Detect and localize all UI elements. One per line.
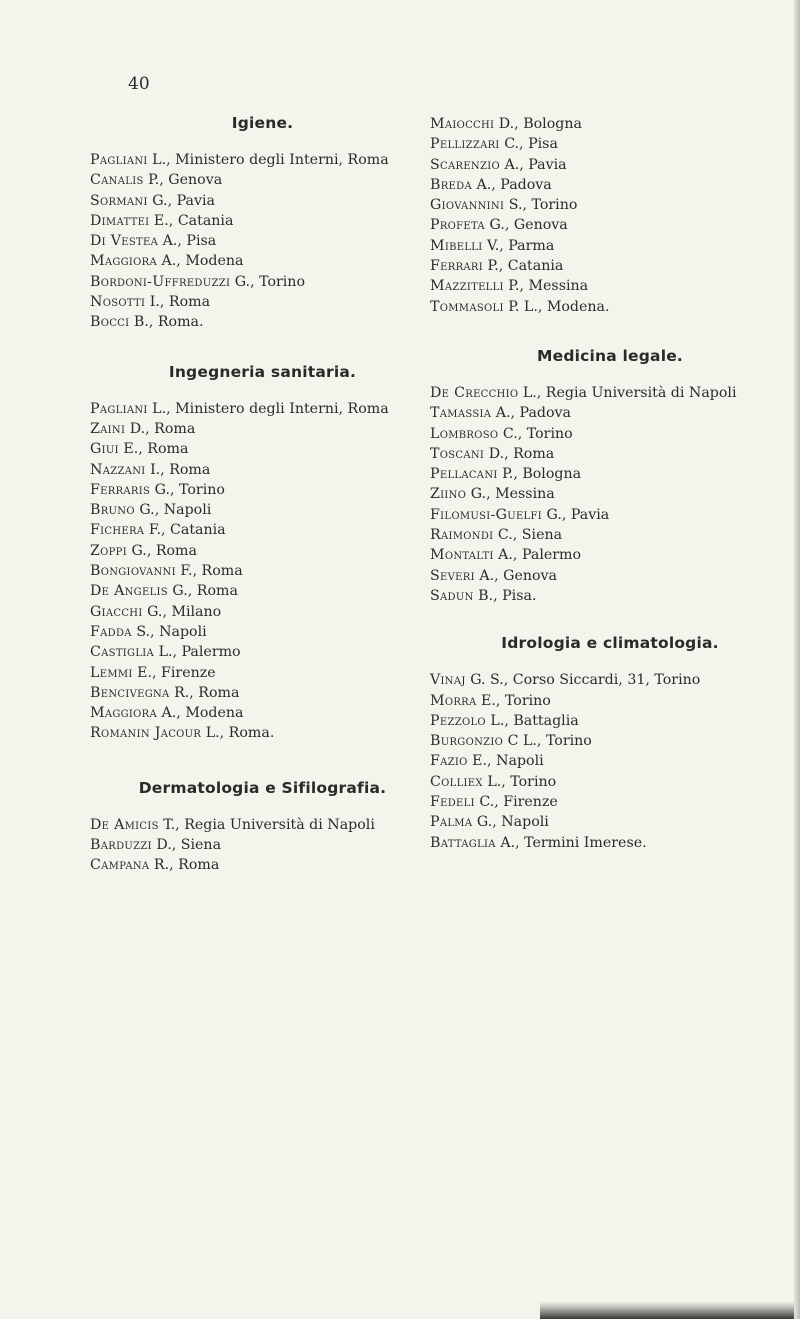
entry-surname: Dimattei: [90, 212, 150, 229]
list-item: [90, 211, 435, 231]
entry-surname: Breda: [430, 176, 472, 193]
list-item: [90, 855, 435, 875]
section-igiene: [90, 114, 435, 333]
entry-details: A., Pavia: [499, 156, 567, 173]
entry-surname: Barduzzi: [90, 837, 152, 854]
list-item: [430, 155, 790, 175]
list-item: [90, 703, 435, 723]
section-ingegneria-sanitaria: [90, 363, 435, 744]
entry-surname: Zoppi: [90, 542, 127, 559]
entry-details: A., Pisa: [158, 233, 217, 250]
left-column: [90, 114, 435, 876]
entry-surname: Palma: [430, 814, 473, 831]
list-item: [90, 500, 435, 520]
entry-details: G., Roma: [167, 583, 238, 600]
list-item: [430, 711, 790, 731]
entry-surname: Colliex: [430, 773, 483, 790]
entry-details: A., Palermo: [493, 547, 582, 564]
entry-surname: Fedeli: [430, 794, 475, 811]
list-item: [90, 251, 435, 271]
entry-details: R., Roma: [149, 857, 220, 874]
entry-list: [430, 114, 790, 317]
entry-surname: Toscani: [430, 445, 485, 462]
list-item: [90, 663, 435, 683]
entry-surname: Maggiora: [90, 705, 158, 722]
entry-surname: Maiocchi: [430, 116, 495, 132]
entry-surname: Tommasoli: [430, 298, 504, 315]
entry-list: [90, 399, 435, 744]
list-item: [430, 545, 790, 565]
entry-surname: Bongiovanni: [90, 563, 176, 580]
list-item: [430, 424, 790, 444]
entry-details: G., Napoli: [134, 502, 212, 519]
list-item: [90, 231, 435, 251]
section-dermatologia: [90, 779, 435, 876]
list-item: [430, 215, 790, 235]
section-title: Igiene.: [231, 114, 294, 132]
entry-surname: Canalis: [90, 172, 144, 189]
entry-details: L., Battaglia: [485, 712, 579, 729]
list-item: [430, 566, 790, 586]
entry-details: L., Ministero degli Interni, Roma: [147, 152, 389, 168]
list-item: [90, 561, 435, 581]
list-item: [90, 622, 435, 642]
list-item: [430, 691, 790, 711]
section-title: Idrologia e climatologia.: [501, 634, 719, 653]
right-column: [430, 114, 790, 853]
entry-details: P., Genova: [143, 172, 223, 189]
entry-details: G., Napoli: [472, 814, 549, 831]
list-item: [430, 195, 790, 215]
list-item: [430, 505, 790, 525]
entry-details: E., Torino: [476, 692, 551, 709]
list-item: [430, 484, 790, 504]
entry-details: D., Siena: [151, 837, 222, 854]
entry-details: A., Modena: [157, 705, 244, 722]
entry-surname: Giovannini: [430, 197, 505, 214]
entry-surname: Nosotti: [90, 294, 146, 311]
entry-details: G., Messina: [466, 486, 555, 503]
list-item: [430, 670, 790, 690]
entry-details: B., Pisa.: [473, 587, 537, 604]
list-item: [90, 292, 435, 312]
entry-details: L., Palermo: [154, 644, 241, 661]
section-title: Ingegneria sanitaria.: [168, 362, 357, 381]
entry-surname: Castiglia: [90, 644, 155, 661]
list-item: [430, 833, 790, 853]
entry-details: C., Firenze: [474, 794, 558, 811]
list-item: [430, 525, 790, 545]
entry-surname: Maggiora: [90, 253, 158, 270]
list-item: [90, 683, 435, 703]
entry-surname: Ferraris: [90, 481, 151, 498]
entry-surname: Filomusi-Guelfi: [430, 506, 542, 523]
entry-surname: Giacchi: [90, 603, 143, 620]
entry-surname: Pellizzari: [430, 136, 500, 153]
entry-details: E., Catania: [149, 212, 234, 229]
list-item: [430, 731, 790, 751]
entry-surname: Pezzolo: [430, 712, 486, 729]
entry-surname: Pagliani: [90, 400, 148, 417]
entry-details: D., Roma: [484, 445, 555, 462]
entry-surname: Romanin Jacour: [90, 725, 202, 742]
entry-surname: Lemmi: [90, 664, 133, 681]
list-item: [90, 835, 435, 855]
list-item: [430, 256, 790, 276]
list-item: [90, 312, 435, 332]
entry-details: S., Torino: [504, 197, 578, 214]
section-idrologia: [430, 634, 790, 853]
entry-details: S., Napoli: [131, 623, 207, 640]
entry-surname: Ziino: [430, 486, 467, 503]
entry-details: C., Pisa: [499, 136, 558, 153]
entry-details: P. L., Modena.: [503, 298, 610, 315]
list-item: [90, 419, 435, 439]
list-item: [90, 150, 435, 170]
entry-details: A., Padova: [491, 405, 571, 422]
list-item: [430, 134, 790, 154]
entry-surname: Fichera: [90, 522, 145, 539]
list-item: [90, 602, 435, 622]
entry-details: E., Roma: [118, 441, 189, 458]
entry-surname: Sormani: [90, 192, 148, 209]
list-item: [90, 399, 435, 419]
list-item: [430, 114, 790, 134]
list-item: [430, 586, 790, 606]
entry-surname: Lombroso: [430, 425, 499, 442]
entry-details: E., Napoli: [467, 753, 544, 770]
entry-surname: De Crecchio: [430, 384, 519, 401]
entry-surname: Profeta: [430, 217, 485, 234]
entry-surname: De Amicis: [90, 816, 159, 833]
entry-surname: Bocci: [90, 314, 130, 331]
entry-details: G., Torino: [150, 481, 225, 498]
entry-details: F., Roma: [175, 563, 243, 580]
section-title: Dermatologia e Sifilografia.: [138, 778, 387, 797]
entry-details: F., Catania: [144, 522, 226, 539]
page-edge-shadow: [540, 1301, 800, 1319]
entry-details: I., Roma: [145, 461, 211, 478]
entry-details: G., Genova: [484, 217, 568, 234]
entry-details: A., Genova: [474, 567, 557, 584]
entry-details: G., Pavia: [542, 506, 610, 523]
entry-surname: Sadun: [430, 587, 474, 604]
list-item: [90, 723, 435, 743]
entry-surname: Campana: [90, 857, 150, 874]
entry-surname: Di Vestea: [90, 233, 159, 250]
entry-list: [90, 150, 435, 333]
entry-surname: Montalti: [430, 547, 494, 564]
list-item: [90, 541, 435, 561]
entry-surname: Pellacani: [430, 466, 498, 483]
entry-details: L., Torino: [482, 773, 557, 790]
list-item: [90, 581, 435, 601]
entry-surname: Fazio: [430, 753, 468, 770]
entry-details: A., Termini Imerese.: [495, 834, 647, 851]
entry-surname: Burgonzio: [430, 733, 504, 750]
entry-details: L., Ministero degli Interni, Roma: [147, 400, 389, 417]
entry-surname: Giui: [90, 441, 119, 458]
section-medicina-legale: [430, 347, 790, 606]
entry-details: G., Milano: [142, 603, 222, 620]
entry-details: L., Roma.: [201, 725, 275, 742]
entry-details: B., Roma.: [129, 314, 204, 331]
list-item: [430, 383, 790, 403]
entry-surname: Zaini: [90, 420, 126, 437]
entry-details: D., Roma: [125, 420, 196, 437]
entry-surname: Vinaj: [430, 672, 466, 689]
entry-surname: Mazzitelli: [430, 278, 504, 295]
list-item: [90, 191, 435, 211]
entry-list: [430, 383, 790, 606]
list-item: [90, 815, 435, 835]
list-item: [430, 792, 790, 812]
entry-surname: Ferrari: [430, 258, 484, 275]
entry-surname: Tamassia: [430, 405, 492, 422]
list-item: [430, 276, 790, 296]
entry-details: P., Messina: [503, 278, 589, 295]
entry-details: V., Parma: [482, 237, 555, 254]
entry-list: [90, 815, 435, 876]
entry-list: [430, 670, 790, 853]
entry-surname: Bencivegna: [90, 684, 170, 701]
entry-surname: Severi: [430, 567, 475, 584]
entry-details: G., Torino: [230, 273, 305, 290]
entry-surname: Battaglia: [430, 834, 496, 851]
entry-surname: Scarenzio: [430, 156, 500, 173]
entry-details: T., Regia Università di Napoli: [158, 816, 375, 833]
entry-surname: Mibelli: [430, 237, 483, 254]
entry-details: P., Bologna: [497, 466, 582, 483]
list-item: [90, 170, 435, 190]
list-item: [430, 236, 790, 256]
entry-details: L., Regia Università di Napoli: [518, 384, 737, 401]
entry-surname: Raimondi: [430, 527, 494, 544]
list-item: [90, 460, 435, 480]
entry-surname: Bruno: [90, 502, 135, 519]
entry-surname: Morra: [430, 692, 477, 709]
list-item: [430, 812, 790, 832]
entry-details: A., Padova: [472, 176, 552, 193]
list-item: [430, 403, 790, 423]
entry-details: C., Torino: [498, 425, 573, 442]
entry-details: A., Modena: [157, 253, 244, 270]
entry-details: R., Roma: [169, 684, 240, 701]
list-item: [430, 175, 790, 195]
list-item: [430, 297, 790, 317]
entry-details: C L., Torino: [503, 733, 592, 750]
list-item: [430, 464, 790, 484]
entry-details: G., Roma: [126, 542, 197, 559]
entry-surname: Bordoni-Uffreduzzi: [90, 273, 231, 290]
list-item: [430, 772, 790, 792]
list-item: [90, 480, 435, 500]
entry-details: D., Bologna: [494, 116, 582, 132]
list-item: [90, 642, 435, 662]
entry-surname: Nazzani: [90, 461, 146, 478]
entry-surname: Pagliani: [90, 152, 148, 168]
entry-surname: Fadda: [90, 623, 132, 640]
entry-details: I., Roma: [145, 294, 211, 311]
entry-surname: De Angelis: [90, 583, 168, 600]
entry-details: E., Firenze: [132, 664, 216, 681]
binding-edge: [794, 0, 800, 1319]
section-continued: [430, 114, 790, 317]
page-number: 40: [128, 74, 150, 94]
entry-details: C., Siena: [493, 527, 563, 544]
list-item: [90, 272, 435, 292]
section-title: Medicina legale.: [536, 346, 684, 365]
entry-details: P., Catania: [483, 258, 564, 275]
list-item: [90, 520, 435, 540]
list-item: [430, 444, 790, 464]
list-item: [90, 439, 435, 459]
entry-details: G. S., Corso Siccardi, 31, Torino: [465, 672, 701, 689]
list-item: [430, 751, 790, 771]
entry-details: G., Pavia: [147, 192, 215, 209]
